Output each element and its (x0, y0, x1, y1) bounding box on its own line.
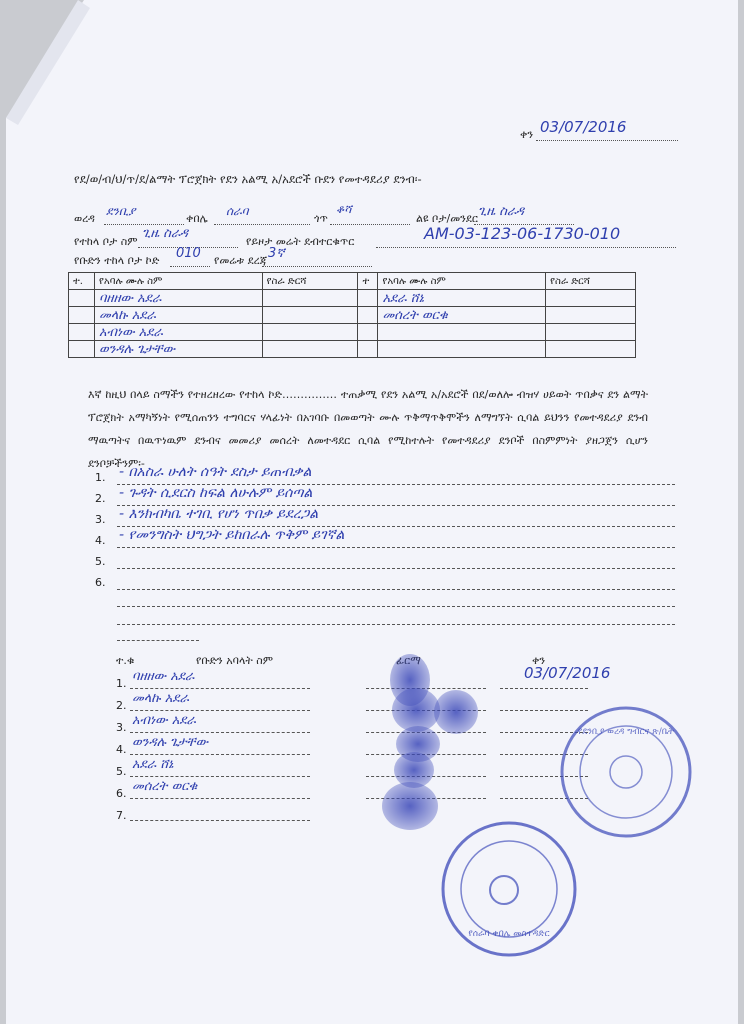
date-label: ቀን (520, 128, 534, 141)
rule-number: 2. (95, 492, 106, 505)
members-table (68, 272, 636, 358)
got-label: ጎጥ (314, 212, 328, 225)
member-name (378, 341, 546, 358)
got-value: ቆሻ (336, 202, 352, 216)
sig-member-name: ባዘዘው አደራ (132, 669, 195, 684)
agreement-paragraph: እኛ ከዚህ በላይ ስማችን የተዘረዘረው የተከላ ኮድ…………… ተጠቃሚ የደን አልሚ አ/አደሮች በደ/ወለሎ ብዝሃ ሀይወት ጥበቃና ደን ልማት ፕሮጀክት አማካኝነት የሚሰጠንን ተግባርና ሃላፊነት በአገባቡ በመወጣት ሙሉ ጥቅማጥቅሞችን ለማግኘት ሲባል ይህንን የመተዳደሪያ ደንብ ማዉጣትና በዉጥነዉም ደንብና መመሪያ መሰረት ለመተዳደር ሲባል የሚከተሉት የመተዳደሪያ ደንቦች በስምምነት ያዘጋጀን ሲሆን ደንቦቻችንም፡- (88, 388, 648, 470)
rule-text: - ጉዳት ሲደርስ ከፍል ለሁሉም ይሰጣል (119, 485, 313, 501)
col-num-left: ተ. (69, 273, 95, 290)
rule-number: 1. (95, 471, 106, 484)
member-name: አብነው አደራ (94, 324, 262, 341)
land-level-label: የመሬቱ ደረጃ (214, 254, 268, 267)
rule-line (95, 552, 675, 571)
table-row (69, 324, 636, 341)
sig-number: 2. (116, 699, 127, 712)
rule-number: 3. (95, 513, 106, 526)
document-title: የደ/ወ/ብ/ህ/ጥ/ደ/ልማት ፕሮጀክት የደን አልሚ አ/አደሮች ቡደን የመተዳደሪያ ደንብ፡- (74, 172, 422, 186)
rule-number: 6. (95, 576, 106, 589)
rule-number: 4. (95, 534, 106, 547)
col-name-right: የአባሉ ሙሉ ስም (378, 273, 546, 290)
sig-member-name: አደራ ሸኔ (132, 757, 174, 772)
place-value: ጊዜ ስራዳ (478, 204, 524, 219)
member-name: ወንዳሉ ጌታቸው (94, 341, 262, 358)
site-name-label: የተከላ ቦታ ስም (74, 235, 138, 248)
fingerprint-marks (376, 650, 486, 840)
sig-number: 3. (116, 721, 127, 734)
sig-number: 1. (116, 677, 127, 690)
group-site-value: 010 (176, 246, 201, 261)
group-site-label: የቡድን ተከላ ቦታ ኮድ (74, 254, 160, 267)
col-role-right: የስራ ድርሻ (546, 273, 636, 290)
member-name: መላኩ አደራ (94, 307, 262, 324)
sig-date-value: 03/07/2016 (524, 664, 611, 682)
rule-text: - የመንግስት ህግጋት ይከበራሉ ጥቅም ይገኛል (119, 527, 345, 543)
sig-member-name: አብነው አደራ (132, 713, 196, 728)
member-name: ባዘዘው አደራ (94, 290, 262, 307)
table-row (69, 290, 636, 307)
date-value: 03/07/2016 (540, 118, 627, 136)
sig-member-name: መላኩ አደራ (132, 691, 189, 706)
rule-line (95, 527, 675, 550)
col-role-left: የስራ ድርሻ (262, 273, 358, 290)
rule-number: 5. (95, 555, 106, 568)
sig-member-name: መሰረት ወርቁ (132, 779, 198, 794)
certificate-label: የይዞታ መሬት ደብተርቁጥር (246, 235, 355, 248)
land-level-value: 3ኛ (268, 246, 285, 261)
fingerprint-3 (434, 690, 478, 734)
col-name-left: የአባሉ ሙሉ ስም (94, 273, 262, 290)
sig-number: 6. (116, 787, 127, 800)
table-row (69, 341, 636, 358)
kebele-value: ሰራባ (226, 204, 249, 218)
sig-col-number: ተ.ቁ (116, 654, 135, 667)
stamp-text: የደንቢያ ወረዳ ግብርና ጽ/ቤት (577, 727, 675, 737)
site-name-value: ጊዜ ስራዳ (142, 226, 188, 241)
kebele-label: ቀበሌ (186, 212, 208, 225)
woreda-label: ወረዳ (74, 212, 95, 225)
member-name: መሰረት ወርቁ (378, 307, 546, 324)
sig-member-name: ወንዳሉ ጌታቸው (132, 735, 209, 750)
table-row (69, 307, 636, 324)
blank-line (117, 640, 199, 641)
certificate-value: AM-03-123-06-1730-010 (424, 224, 621, 243)
woreda-value: ደንቢያ (106, 204, 136, 218)
official-stamp-kebele (438, 818, 580, 960)
member-name: አደራ ሸኔ (378, 290, 546, 307)
fingerprint-2 (392, 688, 440, 732)
blank-line (117, 624, 675, 625)
rule-text: - በአስራ ሁለት ሰዓት ደስታ ይጠብቃል (119, 464, 312, 480)
stamp-text: የሰራባ ቀበሌ መስተዳድር (468, 929, 550, 939)
place-label: ልዩ ቦታ/መንደር (416, 212, 479, 225)
sig-number: 7. (116, 809, 127, 822)
col-num-right: ተ (358, 273, 378, 290)
sig-col-date: ቀን (532, 654, 546, 667)
blank-line (117, 606, 675, 607)
sig-number: 4. (116, 743, 127, 756)
fingerprint-6 (382, 782, 438, 830)
sig-col-name: የቡድን አባላት ስም (196, 654, 273, 667)
member-name (378, 324, 546, 341)
rule-line (95, 573, 675, 592)
rule-text: - እንክብካቤ ተገቢ የሆነ ጥበቃ ይደረጋል (119, 506, 319, 522)
members-table-header (69, 273, 636, 290)
sig-number: 5. (116, 765, 127, 778)
